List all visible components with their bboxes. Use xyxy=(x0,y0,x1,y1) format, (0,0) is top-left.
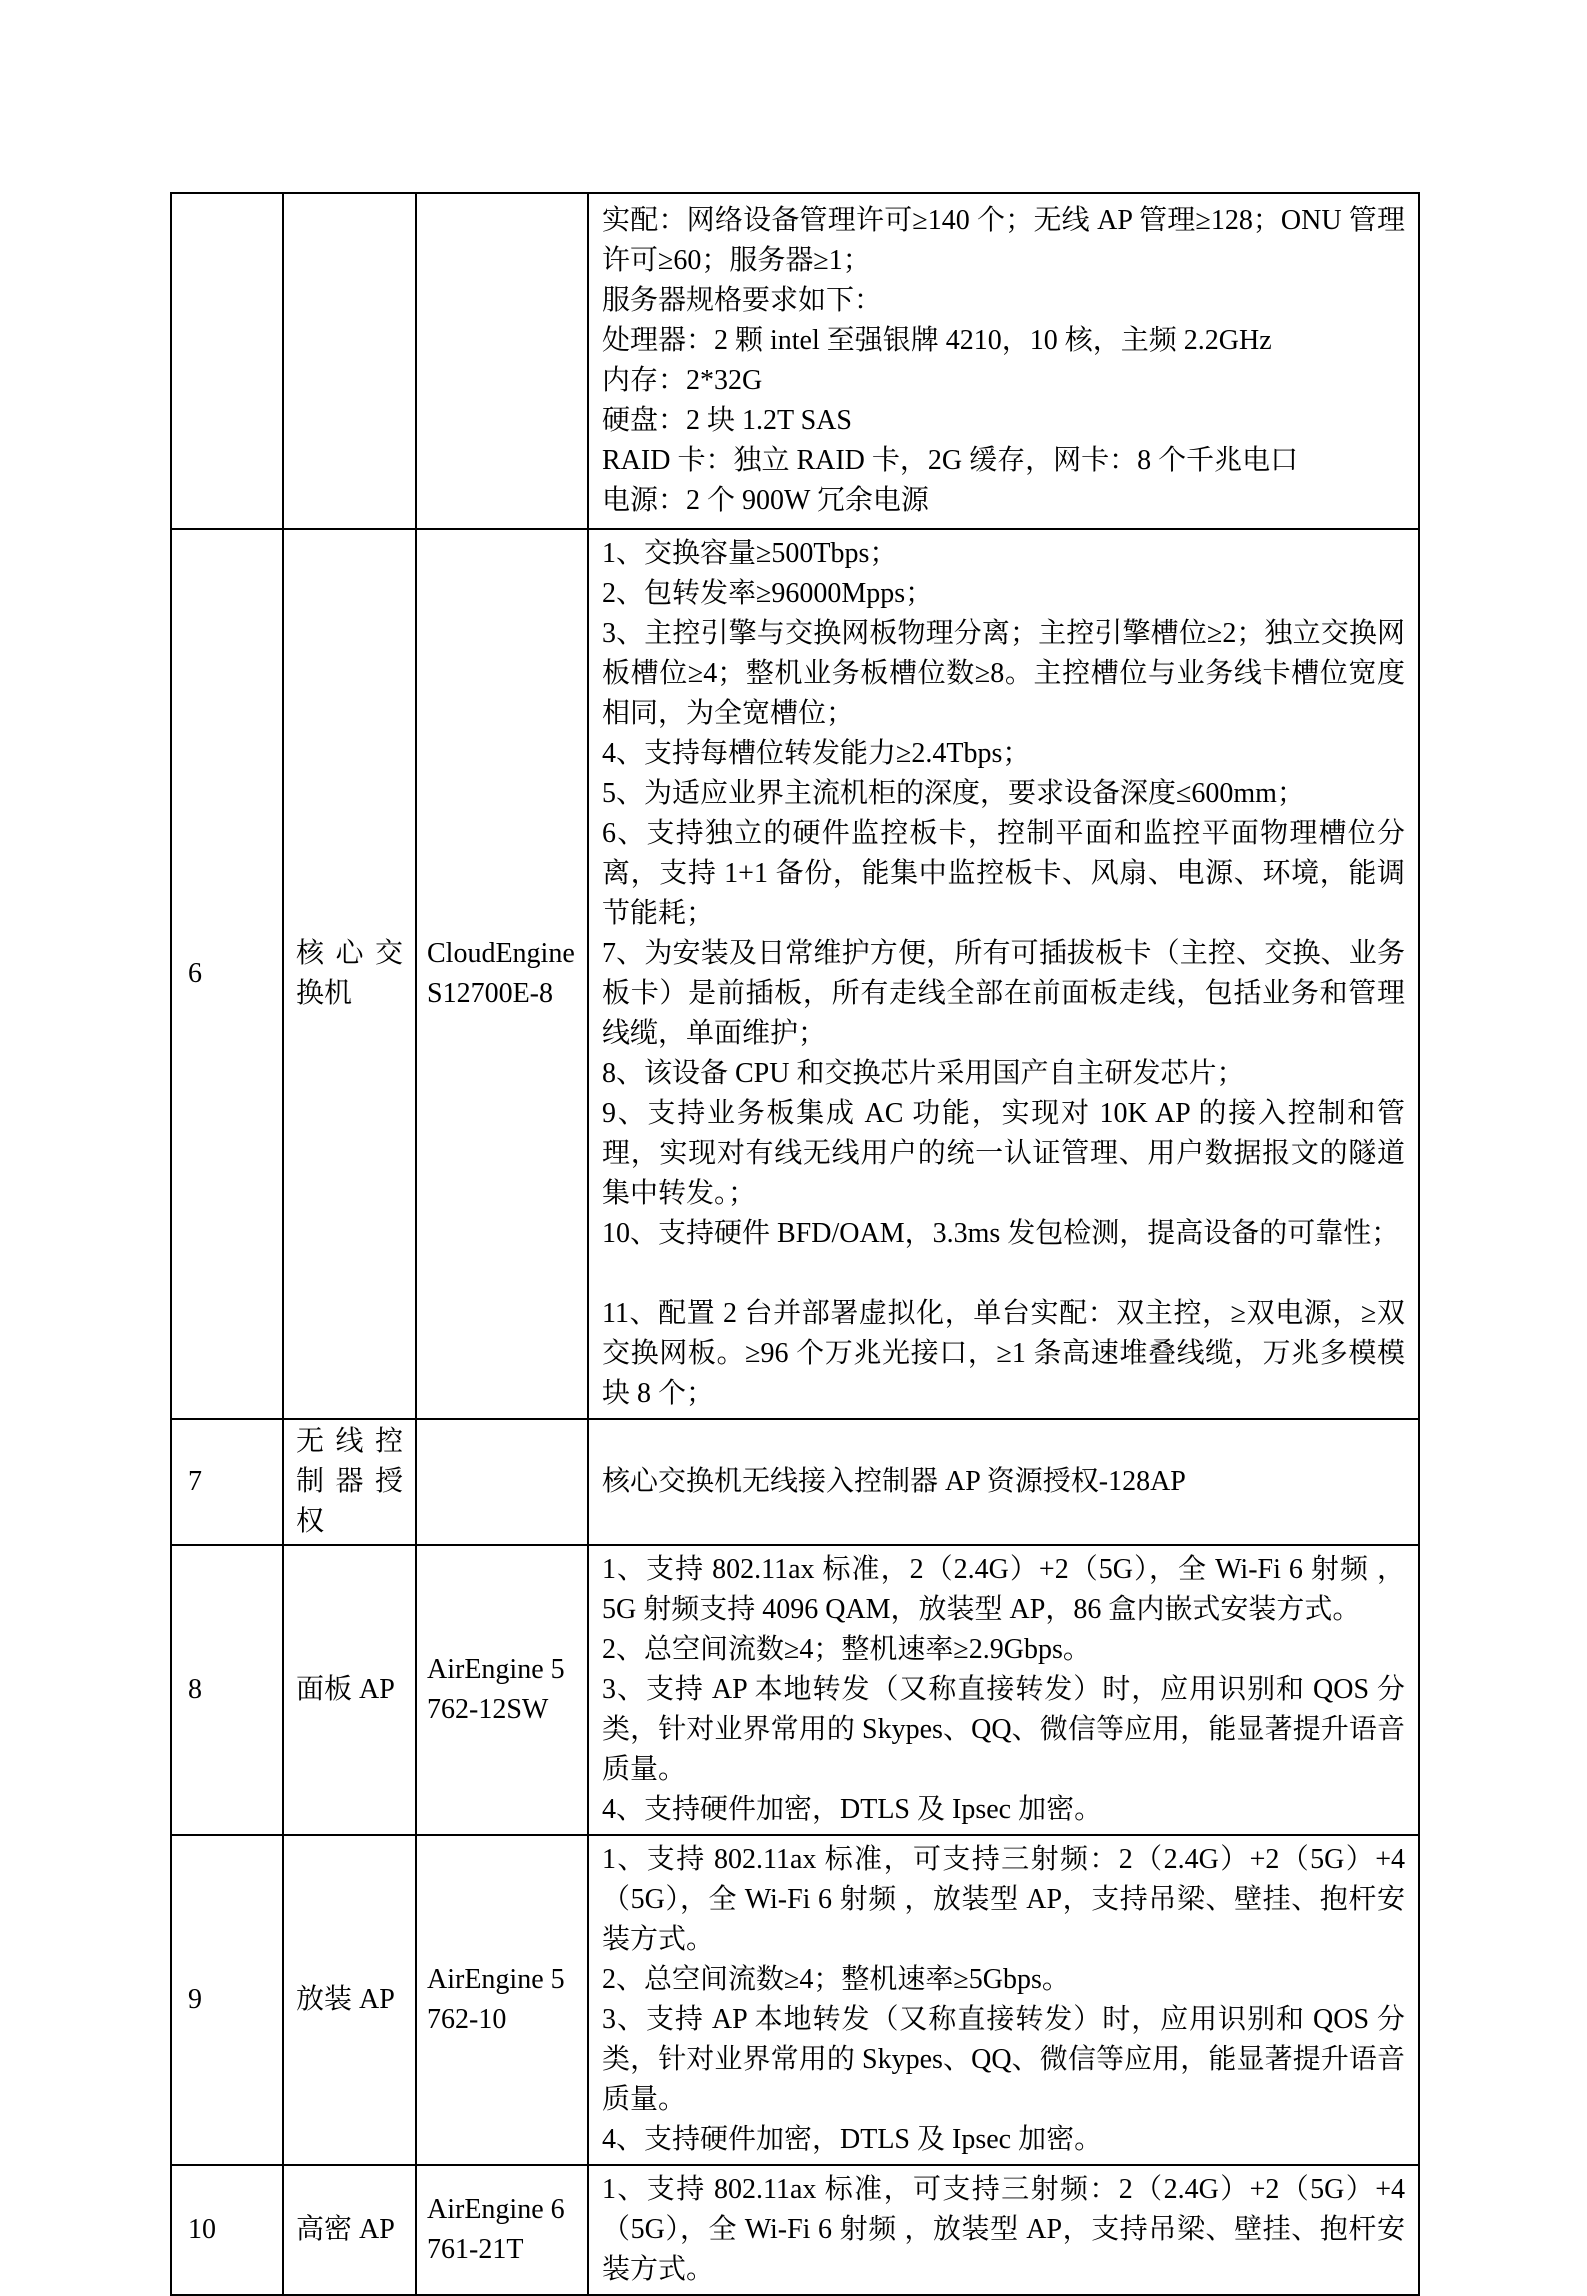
item-number-cell: 7 xyxy=(171,1419,283,1545)
item-number-cell: 8 xyxy=(171,1545,283,1835)
item-number-cell xyxy=(171,193,283,529)
spec-paragraph: 2、总空间流数≥4；整机速率≥2.9Gbps。 xyxy=(602,1634,1091,1665)
spec-paragraph: 6、支持独立的硬件监控板卡，控制平面和监控平面物理槽位分离，支持 1+1 备份，能集中监控板卡、风扇、电源、环境，能调节能耗； xyxy=(602,818,1405,929)
table-row xyxy=(171,1545,1419,1835)
spec-paragraph: 服务器规格要求如下： xyxy=(602,285,883,316)
item-name-cell: 高密 AP xyxy=(283,2165,416,2295)
item-model-cell: CloudEngine S12700E-8 xyxy=(416,529,588,1419)
spec-paragraph: 电源：2 个 900W 冗余电源 xyxy=(602,485,929,516)
item-model-cell xyxy=(416,193,588,529)
item-model-cell: AirEngine 5762-10 xyxy=(416,1835,588,2165)
spec-paragraph: 10、支持硬件 BFD/OAM，3.3ms 发包检测，提高设备的可靠性； xyxy=(602,1218,1400,1249)
spec-paragraph: 1、交换容量≥500Tbps； xyxy=(602,538,898,569)
spec-paragraph: 处理器：2 颗 intel 至强银牌 4210，10 核，主频 2.2GHz xyxy=(602,325,1272,356)
item-model-cell: AirEngine 5762-12SW xyxy=(416,1545,588,1835)
table-row xyxy=(171,193,1419,529)
item-model-cell xyxy=(416,1419,588,1545)
spec-paragraph: 3、支持 AP 本地转发（又称直接转发）时，应用识别和 QOS 分类，针对业界常用的 Skypes、QQ、微信等应用，能显著提升语音质量。 xyxy=(602,1674,1405,1785)
spec-paragraph: 11、配置 2 台并部署虚拟化，单台实配：双主控，≥双电源，≥双交换网板。≥96 个万兆光接口，≥1 条高速堆叠线缆，万兆多模模块 8 个； xyxy=(602,1298,1405,1409)
spec-paragraph: 5、为适应业界主流机柜的深度，要求设备深度≤600mm； xyxy=(602,778,1305,809)
item-spec-cell xyxy=(588,193,1419,529)
spec-paragraph: 4、支持硬件加密，DTLS 及 Ipsec 加密。 xyxy=(602,2124,1103,2155)
spec-paragraph: 1、支持 802.11ax 标准，可支持三射频：2（2.4G）+2（5G）+4（5G），全 Wi-Fi 6 射频 ，放装型 AP，支持吊梁、壁挂、抱杆安装方式。 xyxy=(602,1844,1405,1955)
item-name-cell xyxy=(283,193,416,529)
item-spec-cell xyxy=(588,529,1419,1419)
spec-paragraph: 8、该设备 CPU 和交换芯片采用国产自主研发芯片； xyxy=(602,1058,1245,1089)
item-name-cell: 放装 AP xyxy=(283,1835,416,2165)
item-spec-cell xyxy=(588,2165,1419,2295)
item-name-cell: 核心交换机 xyxy=(283,529,416,1419)
spec-paragraph: 硬盘：2 块 1.2T SAS xyxy=(602,405,852,436)
spec-paragraph: 2、总空间流数≥4；整机速率≥5Gbps。 xyxy=(602,1964,1070,1995)
table-row xyxy=(171,529,1419,1419)
table-row xyxy=(171,2165,1419,2295)
spec-paragraph: 4、支持每槽位转发能力≥2.4Tbps； xyxy=(602,738,1031,769)
spec-paragraph: 核心交换机无线接入控制器 AP 资源授权-128AP xyxy=(602,1466,1186,1497)
spec-paragraph: 1、支持 802.11ax 标准，2（2.4G）+2（5G），全 Wi-Fi 6 射频 ，5G 射频支持 4096 QAM，放装型 AP，86 盒内嵌式安装方式。 xyxy=(602,1554,1405,1625)
item-number-cell: 6 xyxy=(171,529,283,1419)
item-model-cell: AirEngine 6761-21T xyxy=(416,2165,588,2295)
table-row xyxy=(171,1419,1419,1545)
equipment-spec-table xyxy=(170,192,1420,2296)
spec-paragraph: 3、主控引擎与交换网板物理分离；主控引擎槽位≥2；独立交换网板槽位≥4；整机业务板槽位数≥8。主控槽位与业务线卡槽位宽度相同，为全宽槽位； xyxy=(602,618,1405,729)
spec-paragraph: 实配：网络设备管理许可≥140 个；无线 AP 管理≥128；ONU 管理许可≥60；服务器≥1； xyxy=(602,205,1405,276)
spec-paragraph: 内存：2*32G xyxy=(602,365,763,396)
spec-paragraph: 1、支持 802.11ax 标准，可支持三射频：2（2.4G）+2（5G）+4（5G），全 Wi-Fi 6 射频 ，放装型 AP，支持吊梁、壁挂、抱杆安装方式。 xyxy=(602,2174,1405,2285)
spec-paragraph: 4、支持硬件加密，DTLS 及 Ipsec 加密。 xyxy=(602,1794,1103,1825)
item-name-cell: 面板 AP xyxy=(283,1545,416,1835)
spec-paragraph: 9、支持业务板集成 AC 功能，实现对 10K AP 的接入控制和管理，实现对有线无线用户的统一认证管理、用户数据报文的隧道集中转发。； xyxy=(602,1098,1405,1209)
spec-paragraph: 7、为安装及日常维护方便，所有可插拔板卡（主控、交换、业务板卡）是前插板，所有走线全部在前面板走线，包括业务和管理线缆，单面维护； xyxy=(602,938,1405,1049)
item-spec-cell xyxy=(588,1835,1419,2165)
item-name-cell: 无线控制器授权 xyxy=(283,1419,416,1545)
spec-paragraph: 2、包转发率≥96000Mpps； xyxy=(602,578,934,609)
item-spec-cell xyxy=(588,1545,1419,1835)
item-spec-cell xyxy=(588,1419,1419,1545)
table-row xyxy=(171,1835,1419,2165)
item-number-cell: 9 xyxy=(171,1835,283,2165)
spec-paragraph: 3、支持 AP 本地转发（又称直接转发）时，应用识别和 QOS 分类，针对业界常用的 Skypes、QQ、微信等应用，能显著提升语音质量。 xyxy=(602,2004,1405,2115)
item-number-cell: 10 xyxy=(171,2165,283,2295)
spec-paragraph: RAID 卡：独立 RAID 卡，2G 缓存，网卡：8 个千兆电口 xyxy=(602,445,1299,476)
spec-paragraph-blank xyxy=(602,1254,1405,1294)
